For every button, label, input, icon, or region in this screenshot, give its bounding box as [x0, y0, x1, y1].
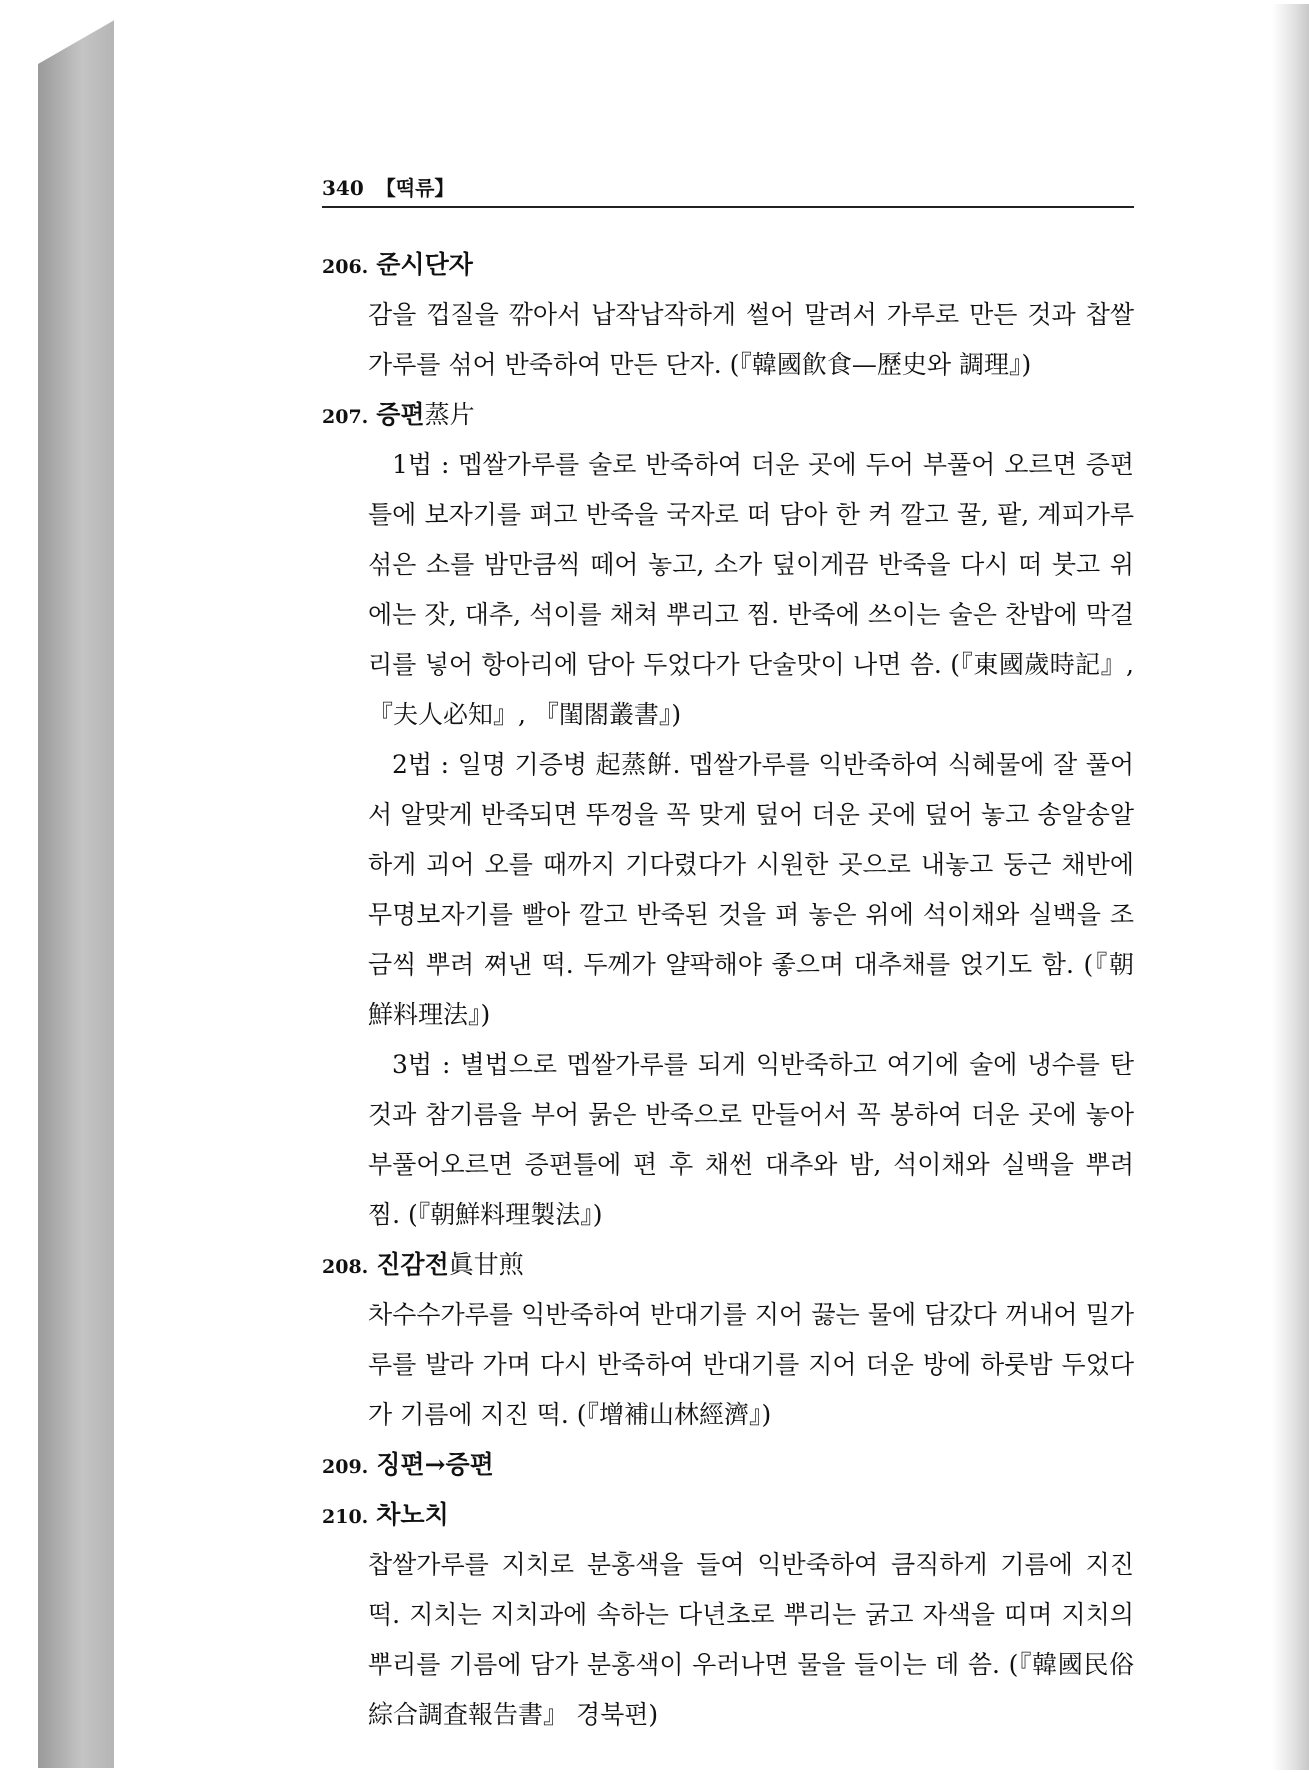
running-head: [322, 174, 1134, 208]
method-2-paragraph: 2법 : 일명 기증병 起蒸餠. 멥쌀가루를 익반죽하여 식혜물에 잘 풀어서 알맞게 반죽되면 뚜껑을 꼭 맞게 덮어 더운 곳에 덮어 놓고 송알송알하게 괴어 오를 때까지 기다렸다가 시원한 곳으로 내놓고 둥근 채반에 무명보자기를 빨아 깔고 반죽된 것을 펴 놓은 위에 석이채와 실백을 조금씩 뿌려 쪄낸 떡. 두께가 얄팍해야 좋으며 대추채를 얹기도 함. (『朝鮮料理法』): [368, 750, 1134, 1029]
entry-name: 준시단자: [376, 250, 473, 279]
entry-title: [322, 390, 1134, 440]
entry-name: 진감전: [376, 1250, 449, 1279]
entry-208: [322, 1240, 1134, 1440]
entry-hanja: 眞甘煎: [448, 1250, 524, 1279]
entry-title: [322, 240, 1134, 290]
entry-number: 207.: [322, 406, 369, 428]
entry-number: 206.: [322, 256, 369, 278]
entry-paragraph: 감을 껍질을 깎아서 납작납작하게 썰어 말려서 가루로 만든 것과 찹쌀가루를 섞어 반죽하여 만든 단자. (『韓國飮食—歷史와 調理』): [368, 300, 1134, 379]
page-number: 340: [322, 176, 364, 200]
entry-206: [322, 240, 1134, 390]
entry-title: [322, 1490, 1134, 1540]
book-spine: [38, 18, 118, 1768]
entry-210: [322, 1490, 1134, 1740]
entry-number: 208.: [322, 1256, 369, 1278]
entry-title: [322, 1240, 1134, 1290]
entry-paragraph: 찹쌀가루를 지치로 분홍색을 들여 익반죽하여 큼직하게 기름에 지진 떡. 지치는 지치과에 속하는 다년초로 뿌리는 굵고 자색을 띠며 지치의 뿌리를 기름에 담가 분홍색이 우러나면 물을 들이는 데 씀. (『韓國民俗綜合調査報告書』 경북편): [368, 1550, 1134, 1729]
entry-number: 209.: [322, 1456, 369, 1478]
entry-name: 징편→증편: [376, 1450, 494, 1479]
entry-number: 210.: [322, 1506, 369, 1528]
entry-paragraph: 차수수가루를 익반죽하여 반대기를 지어 끓는 물에 담갔다 꺼내어 밀가루를 발라 가며 다시 반죽하여 반대기를 지어 더운 방에 하룻밤 두었다가 기름에 지진 떡. (『增補山林經濟』): [368, 1300, 1134, 1429]
page-content: [322, 240, 1134, 1740]
entry-207: [322, 390, 1134, 1240]
section-title: 【떡류】: [375, 176, 455, 200]
page-edge-shadow: [1272, 4, 1309, 1770]
method-1-paragraph: 1법 : 멥쌀가루를 술로 반죽하여 더운 곳에 두어 부풀어 오르면 증편틀에 보자기를 펴고 반죽을 국자로 떠 담아 한 켜 깔고 꿀, 팥, 계피가루 섞은 소를 밤만큼씩 떼어 놓고, 소가 덮이게끔 반죽을 다시 떠 붓고 위에는 잣, 대추, 석이를 채쳐 뿌리고 찜. 반죽에 쓰이는 술은 찬밥에 막걸리를 넣어 항아리에 담아 두었다가 단술맛이 나면 씀. (『東國歲時記』, 『夫人必知』, 『閨閤叢書』): [368, 450, 1134, 729]
entry-title: [322, 1440, 1134, 1490]
entry-209: [322, 1440, 1134, 1490]
entry-name: 증편: [376, 400, 425, 429]
entry-hanja: 蒸片: [424, 400, 475, 429]
entry-name: 차노치: [376, 1500, 449, 1529]
method-3-paragraph: 3법 : 별법으로 멥쌀가루를 되게 익반죽하고 여기에 술에 냉수를 탄 것과 참기름을 부어 묽은 반죽으로 만들어서 꼭 봉하여 더운 곳에 놓아 부풀어오르면 증편틀에 편 후 채썬 대추와 밤, 석이채와 실백을 뿌려 찜. (『朝鮮料理製法』): [368, 1050, 1134, 1229]
